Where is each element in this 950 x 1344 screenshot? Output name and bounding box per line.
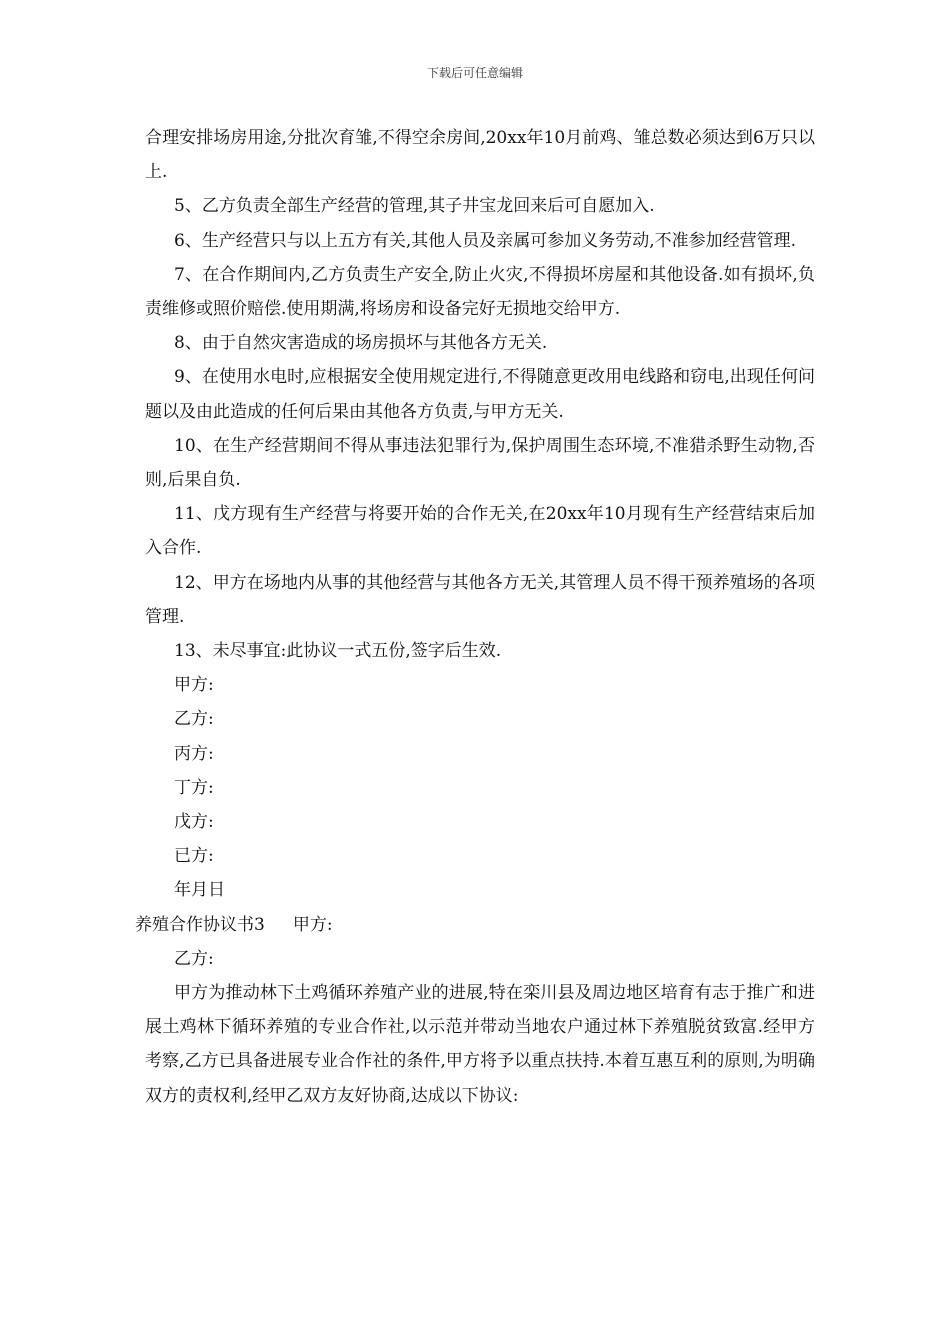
clause-7: 7、在合作期间内,乙方负责生产安全,防止火灾,不得损坏房屋和其他设备.如有损坏,负责维修或照价赔偿.使用期满,将场房和设备完好无损地交给甲方.	[145, 264, 815, 320]
clause-5: 5、乙方负责全部生产经营的管理,其子井宝龙回来后可自愿加入.	[174, 196, 655, 217]
signature-party-b: 乙方:	[174, 709, 214, 730]
section-party-a: 甲方:	[292, 914, 333, 935]
paragraph-continuation: 合理安排场房用途,分批次育雏,不得空余房间,20xx年10月前鸡、雏总数必须达到6万只以上.	[145, 128, 815, 183]
section-body: 甲方为推动林下土鸡循环养殖产业的进展,特在栾川县及周边地区培育有志于推广和进展土鸡林下循环养殖的专业合作社,以示范并带动当地农户通过林下养殖脱贫致富.经甲方考察,乙方已具备进展专业合作社的条件,甲方将予以重点扶持.本着互惠互利的原则,为明确双方的责权利,经甲乙双方友好协商,达成以下协议:	[145, 983, 815, 1106]
clause-9: 9、在使用水电时,应根据安全使用规定进行,不得随意更改用电线路和窃电,出现任何问题以及由此造成的任何后果由其他各方负责,与甲方无关.	[145, 367, 815, 422]
signature-party-d: 丁方:	[174, 777, 214, 798]
signature-date: 年月日	[174, 880, 225, 901]
clause-10: 10、在生产经营期间不得从事违法犯罪行为,保护周围生态环境,不准猎杀野生动物,否则,后果自负.	[145, 435, 815, 491]
clause-13: 13、未尽事宜:此协议一式五份,签字后生效.	[174, 641, 502, 662]
signature-party-a: 甲方:	[174, 675, 214, 696]
signature-party-c: 丙方:	[174, 743, 214, 764]
document-body	[135, 121, 815, 1113]
section-heading-line	[135, 908, 815, 942]
signature-party-f: 已方:	[174, 846, 214, 867]
clause-6: 6、生产经营只与以上五方有关,其他人员及亲属可参加义务劳动,不准参加经营管理.	[174, 230, 797, 251]
section-party-b: 乙方:	[174, 948, 214, 969]
page-header: 下载后可任意编辑	[426, 66, 523, 80]
clause-12: 12、甲方在场地内从事的其他经营与其他各方无关,其管理人员不得干预养殖场的各项管理.	[145, 572, 815, 627]
signature-party-e: 戊方:	[174, 812, 214, 833]
section-title: 养殖合作协议书3	[135, 914, 265, 935]
clause-11: 11、戊方现有生产经营与将要开始的合作无关,在20xx年10月现有生产经营结束后加入合作.	[145, 504, 815, 559]
clause-8: 8、由于自然灾害造成的场房损坏与其他各方无关.	[174, 333, 548, 354]
